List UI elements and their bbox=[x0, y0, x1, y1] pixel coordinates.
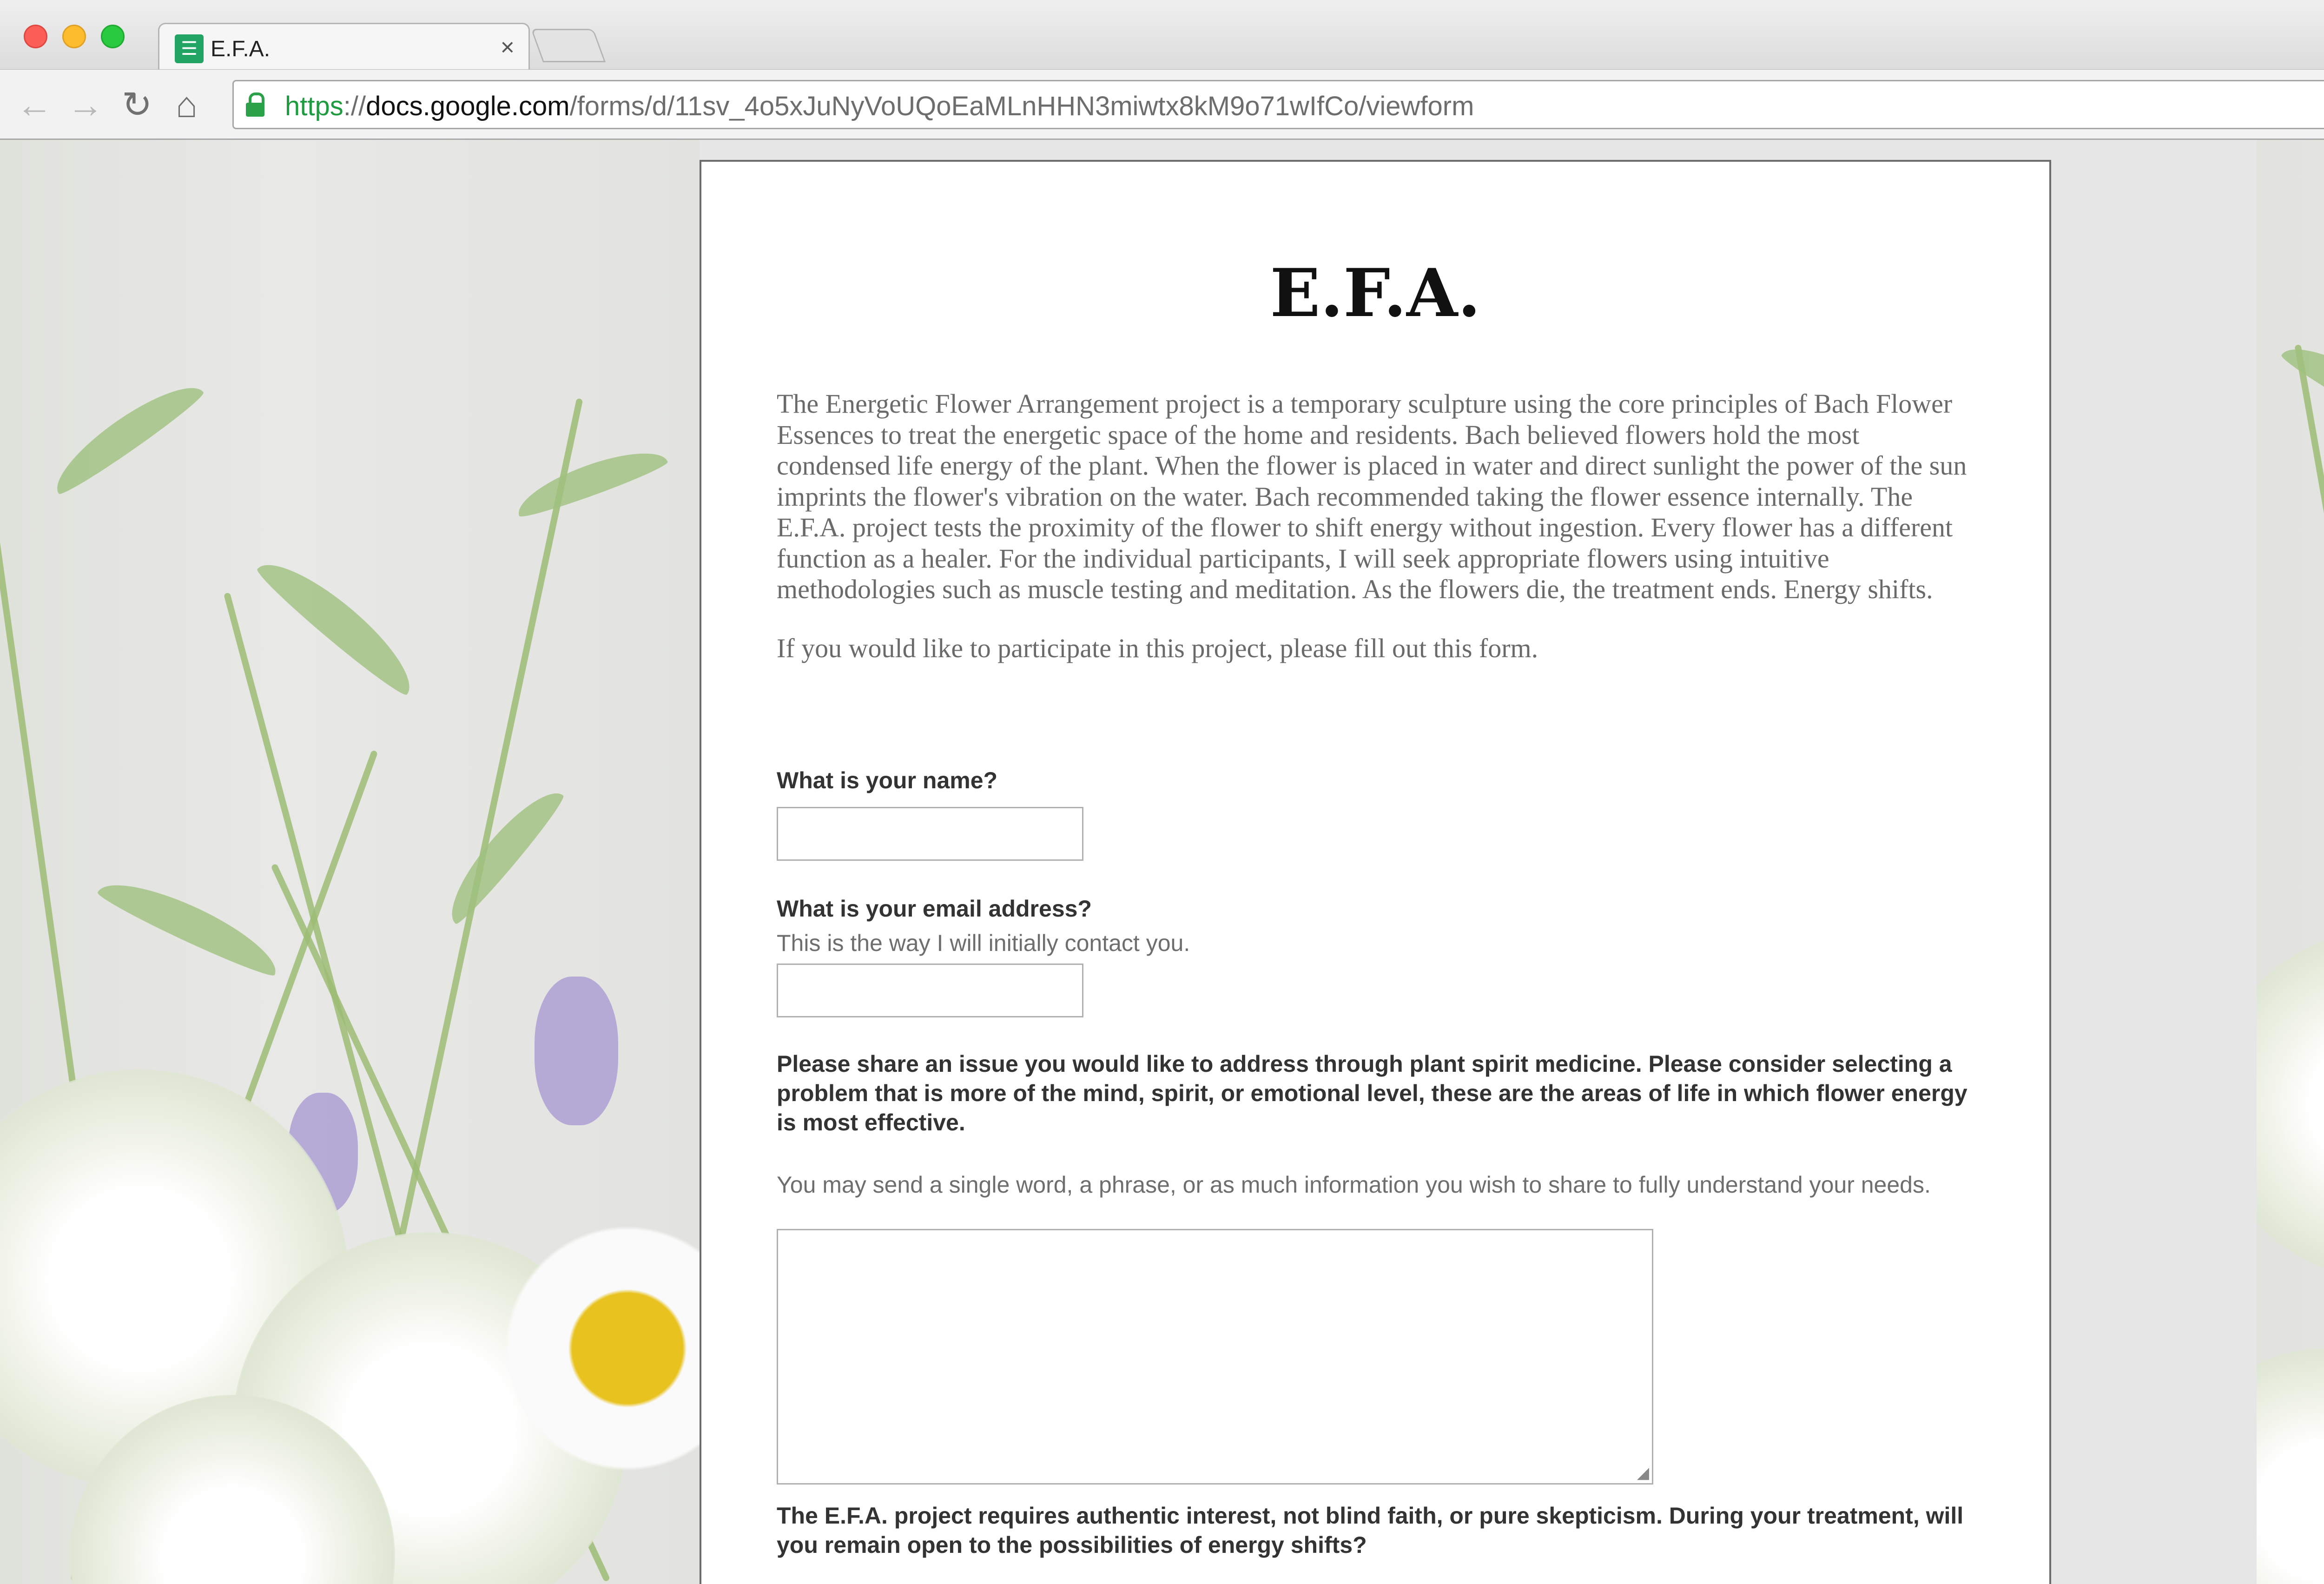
name-input[interactable] bbox=[777, 807, 1083, 861]
browser-tab[interactable] bbox=[158, 23, 530, 69]
browser-titlebar bbox=[0, 0, 2324, 70]
window-maximize-button[interactable] bbox=[101, 25, 125, 48]
window-minimize-button[interactable] bbox=[62, 25, 86, 48]
url-scheme: https bbox=[285, 91, 343, 121]
page-viewport bbox=[0, 140, 2324, 1584]
resize-grip-icon[interactable]: ◢ bbox=[1637, 1464, 1649, 1482]
question-email-label: What is your email address? bbox=[777, 896, 1092, 922]
flower-background-left bbox=[0, 140, 700, 1584]
reload-icon[interactable]: ↻ bbox=[122, 84, 152, 125]
form-title: E.F.A. bbox=[1270, 255, 1481, 332]
google-forms-favicon-icon: ☰ bbox=[175, 34, 204, 63]
question-issue-label: Please share an issue you would like to address through plant spirit medicine. Please consider selecting a problem that is more of the mind, spirit, or emotional level, these are the areas of life in which flower energy is most effective. bbox=[777, 1051, 1967, 1135]
url-text[interactable] bbox=[285, 91, 1474, 122]
tab-title: E.F.A. bbox=[211, 37, 271, 61]
tab-close-icon[interactable]: × bbox=[500, 34, 515, 61]
question-email-help: This is the way I will initially contact you. bbox=[777, 930, 1190, 956]
flower-background-right bbox=[2257, 140, 2324, 1584]
question-openness-label: The E.F.A. project requires authentic interest, not blind faith, or pure skepticism. During your treatment, will you remain open to the possibilities of energy shifts? bbox=[777, 1503, 1964, 1558]
question-issue-help: You may send a single word, a phrase, or as much information you wish to share to fully understand your needs. bbox=[777, 1172, 1931, 1198]
lock-icon[interactable] bbox=[246, 92, 264, 116]
url-path: /forms/d/11sv_4o5xJuNyVoUQoEaMLnHHN3miwtx8kM9o71wIfCo/viewform bbox=[569, 91, 1474, 121]
window-close-button[interactable] bbox=[24, 25, 47, 48]
form-description-paragraph: If you would like to participate in this project, please fill out this form. bbox=[777, 633, 1538, 663]
address-bar[interactable] bbox=[232, 80, 2324, 129]
issue-textarea[interactable] bbox=[777, 1229, 1653, 1485]
home-icon[interactable]: ⌂ bbox=[176, 84, 198, 125]
new-tab-button[interactable] bbox=[531, 29, 606, 62]
url-separator: :// bbox=[343, 91, 366, 121]
browser-toolbar bbox=[0, 70, 2324, 140]
url-host: docs.google.com bbox=[366, 91, 570, 121]
forward-icon[interactable]: → bbox=[67, 84, 104, 125]
form-card bbox=[700, 160, 2051, 1584]
back-icon[interactable]: ← bbox=[16, 84, 53, 125]
question-name-label: What is your name? bbox=[777, 767, 998, 793]
form-description-paragraph: The Energetic Flower Arrangement project is a temporary sculpture using the core principles of Bach Flower Essences to treat the energetic space of the home and residents. Bach believed flowers hold the most condensed life energy of the plant. When the flower is placed in water and direct sunlight the power of the sun imprints the flower's vibration on the water. Bach recommended taking the flower essence internally. The E.F.A. project tests the proximity of the flower to shift energy without ingestion. Every flower has a different function as a healer. For the individual participants, I will seek appropriate flowers using intuitive methodologies such as muscle testing and meditation. As the flowers die, the treatment ends. Energy shifts. bbox=[777, 389, 1967, 604]
email-input[interactable] bbox=[777, 964, 1083, 1017]
form-description bbox=[777, 389, 1971, 692]
